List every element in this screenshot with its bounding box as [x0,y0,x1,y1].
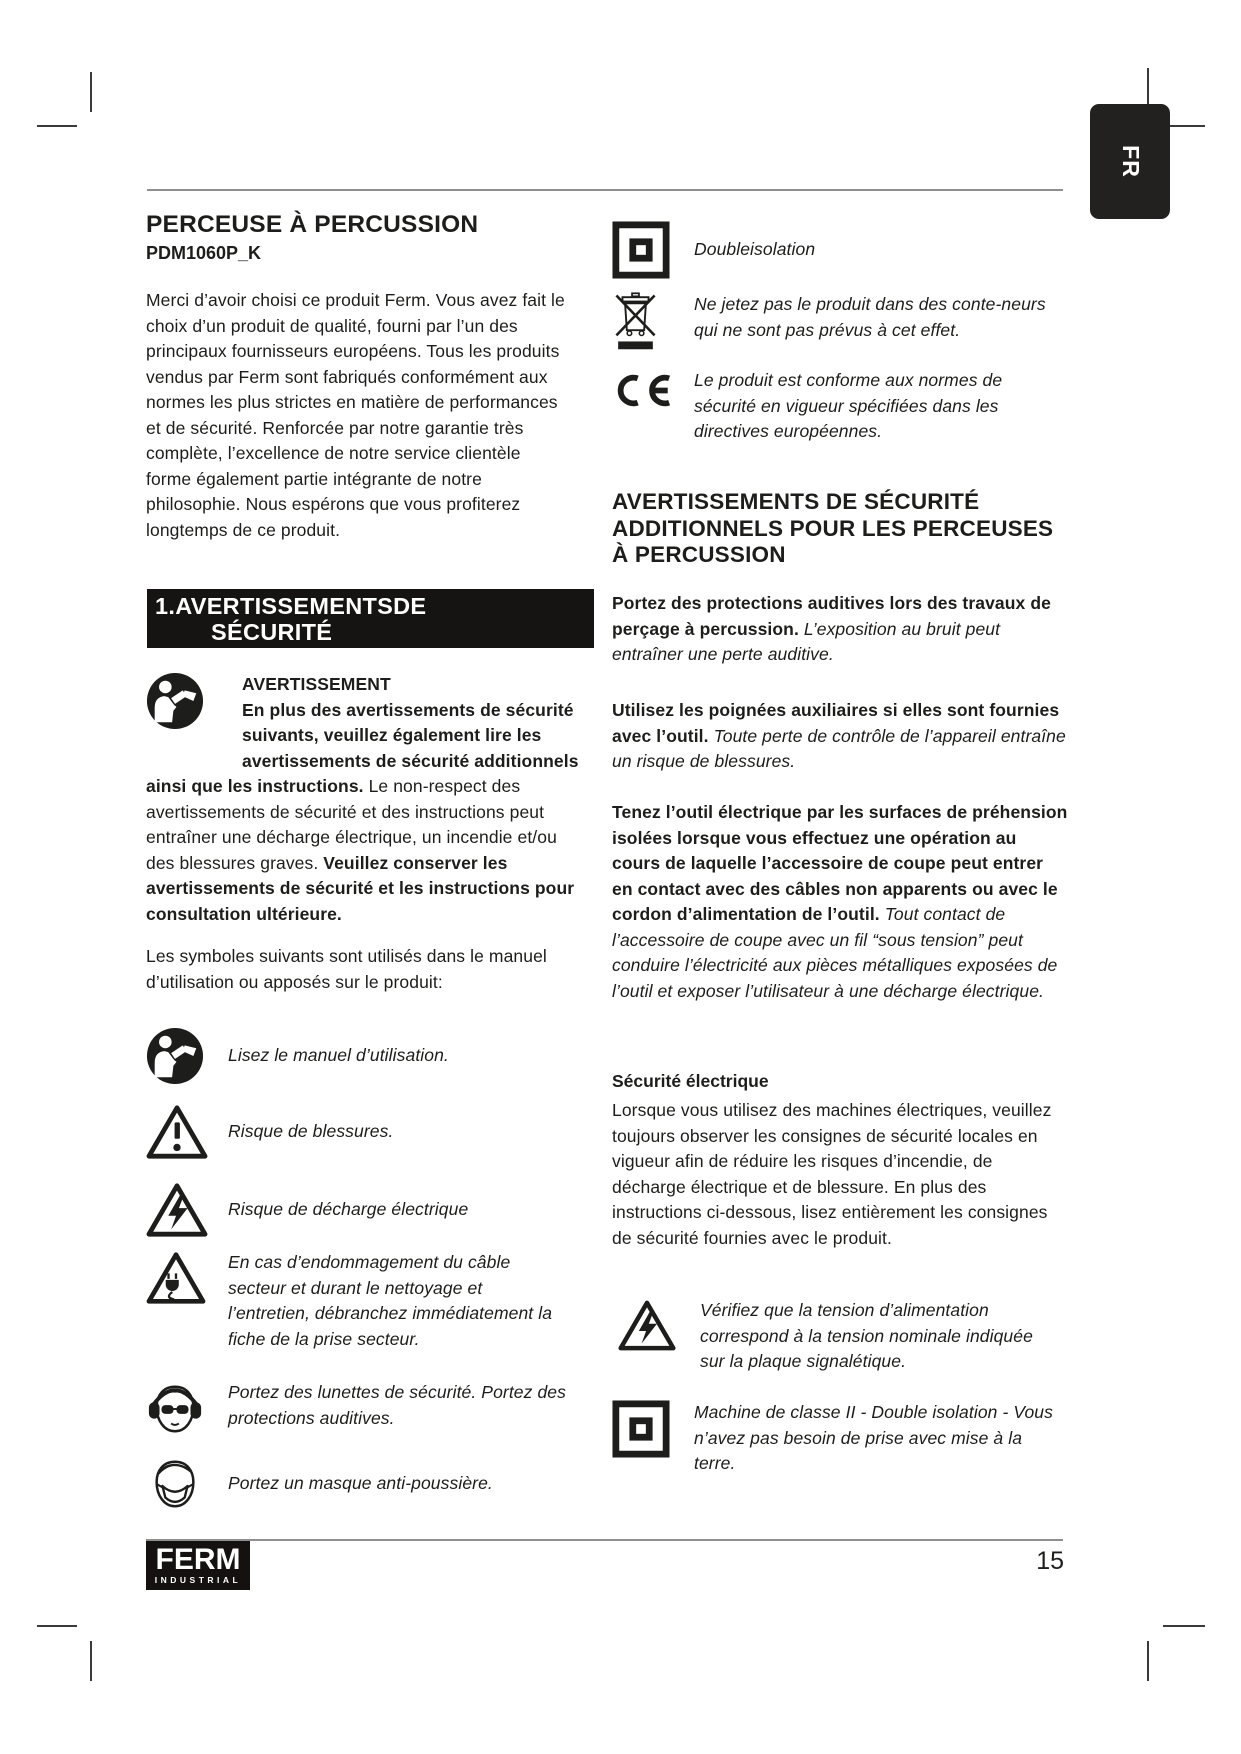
ferm-logo [146,1541,250,1590]
symbol-caption: Risque de décharge électrique [228,1199,469,1220]
warning-lead: En plus des avertissements de sécurité suivants, veuillez également lire les avertissements de sécurité additionnels ainsi que les instructions. [146,699,579,796]
warning-paragraph [612,591,1068,668]
electrical-safety-body: Lorsque vous utilisez des machines électriques, veuillez toujours observer les consignes de sécurité locales en vigueur afin de réduire les risques d’incendie, de décharge électrique et de blessure. En plus des instructions ci-dessous, lisez entièrement les consignes de sécurité fournies avec le produit. [612,1100,1052,1248]
symbol-caption: Portez des lunettes de sécurité. Portez des protections auditives. [228,1382,566,1428]
double-insulation-icon [612,1400,694,1477]
crop-mark [37,1625,77,1627]
header-rule [147,189,1063,191]
ferm-logo-subtext: INDUSTRIAL [154,1575,242,1585]
electric-shock-icon [146,1181,228,1239]
crop-mark [90,72,92,112]
fr-language-tab [1090,104,1170,219]
weee-disposal-icon [612,292,694,351]
section-1-title-line2: SÉCURITÉ [211,619,333,645]
double-insulation-icon [612,221,694,279]
warning-bold-text: Portez des protections auditives lors des travaux de perçage à percussion. [612,593,1051,639]
symbol-row [612,220,1056,280]
footer-rule [146,1539,1063,1541]
unplug-power-icon [146,1250,228,1352]
injury-warning-icon [146,1103,228,1161]
read-manual-icon [146,672,206,754]
symbol-caption: En cas d’endommagement du câble secteur et durant le nettoyage et l’entretien, débranchez immédiatement la fiche de la prise secteur. [228,1252,553,1349]
symbol-caption: Doubleisolation [694,239,816,260]
eye-ear-protection-icon [146,1380,228,1438]
fr-language-label: FR [1117,145,1144,178]
symbol-row [146,1452,573,1516]
symbol-row [612,1400,1056,1477]
symbol-caption: Risque de blessures. [228,1121,394,1142]
crop-mark [37,125,77,127]
warning-bold-text: Tenez l’outil électrique par les surfaces de préhension isolées lorsque vous effectuez une opération au cours de laquelle l’accessoire de coupe peut entrer en contact avec des câbles non apparents ou avec le cordon d’alimentation de l’outil. [612,802,1068,924]
read-manual-icon [146,1027,228,1085]
warning-paragraph [612,698,1068,775]
symbol-row [612,368,1046,445]
symbol-caption: Vérifiez que la tension d’alimentation correspond à la tension nominale indiquée sur la plaque signalétique. [700,1300,1033,1371]
crop-mark [90,1641,92,1681]
warning-heading: AVERTISSEMENT [242,674,391,694]
warning-italic-text: Tout contact de l’accessoire de coupe avec un fil “sous tension” peut conduire l’électricité aux pièces métalliques exposées de l’outil et exposer l’utilisateur à une décharge électrique. [612,904,1058,1001]
symbol-caption: Portez un masque anti-poussière. [228,1473,493,1494]
warning-block [146,672,582,927]
page-number: 15 [1036,1547,1064,1575]
warning-paragraph [612,800,1068,1004]
symbol-row [146,1025,573,1087]
section-1-title-line1: 1.AVERTISSEMENTSDE [155,593,427,619]
crop-mark [1147,1641,1149,1681]
warning-body: Le non-respect des avertissements de sécurité et des instructions peut entraîner une décharge électrique, un incendie et/ou des blessures graves. [146,776,557,873]
model-number: PDM1060P_K [146,243,262,263]
page-title: PERCEUSE À PERCUSSION [146,211,479,238]
symbol-row [612,292,1046,351]
symbol-caption: Le produit est conforme aux normes de sécurité en vigueur spécifiées dans les directives européennes. [694,370,1003,441]
symbol-row [146,1380,568,1438]
warning-italic-text: Toute perte de contrôle de l’appareil entraîne un risque de blessures. [612,725,1066,771]
warning-italic-text: L’exposition au bruit peut entraîner une perte auditive. [612,618,1001,664]
symbol-row [146,1250,568,1352]
symbol-caption: Lisez le manuel d’utilisation. [228,1045,449,1066]
section-1-banner [147,589,594,648]
additional-warnings-heading: AVERTISSEMENTS DE SÉCURITÉ ADDITIONNELS POUR LES PERCEUSES À PERCUSSION [612,489,1054,567]
intro-paragraph: Merci d’avoir choisi ce produit Ferm. Vous avez fait le choix d’un produit de qualité, fourni par l’un des principaux fournisseurs européens. Tous les produits vendus par Ferm sont fabriqués conformément aux normes les plus strictes en matière de performances et de sécurité. Renforcée par notre garantie très complète, l’excellence de notre service clientèle forme également partie intégrante de notre philosophie. Nous espérons que vous profiterez longtemps de ce produit. [146,290,565,540]
symbol-row [612,1298,1062,1375]
ferm-logo-text: FERM [155,1543,241,1576]
warning-bold-text: Utilisez les poignées auxiliaires si elles sont fournies avec l’outil. [612,700,1060,746]
symbol-caption: Ne jetez pas le produit dans des conte-neurs qui ne sont pas prévus à cet effet. [694,294,1046,340]
ce-mark-icon [612,368,694,445]
electrical-safety-heading: Sécurité électrique [612,1071,769,1091]
symbols-intro: Les symboles suivants sont utilisés dans le manuel d’utilisation ou apposés sur le produit: [146,946,547,992]
crop-mark [1163,1625,1205,1627]
electric-shock-icon [612,1298,700,1375]
dust-mask-icon [146,1455,228,1513]
symbol-row [146,1100,573,1164]
symbol-caption: Machine de classe II - Double isolation - Vous n’avez pas besoin de prise avec mise à la terre. [694,1402,1053,1473]
symbol-row [146,1178,573,1242]
warning-tail: Veuillez conserver les avertissements de sécurité et les instructions pour consultation ultérieure. [146,852,575,924]
